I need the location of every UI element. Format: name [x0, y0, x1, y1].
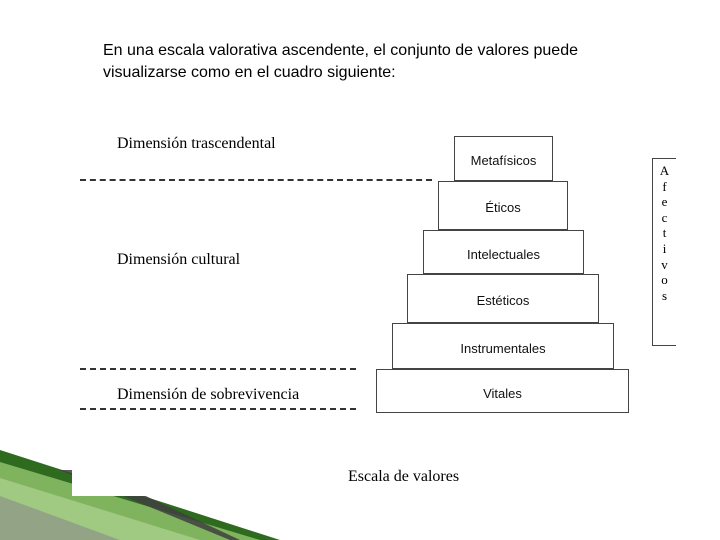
afectivos-letter: A: [659, 163, 670, 178]
pyramid-level-vitales: [376, 369, 629, 413]
separator-top: [80, 179, 432, 181]
afectivos-letter: s: [661, 287, 668, 303]
pyramid-level-label: Éticos: [485, 200, 521, 215]
pyramid-level-eticos: [438, 181, 568, 230]
afectivos-bracket: [652, 158, 676, 346]
intro-line-1: En una escala valorativa ascendente, el conjunto de valores puede: [103, 42, 578, 59]
pyramid-level-label: Metafísicos: [470, 153, 537, 168]
afectivos-letter: c: [661, 209, 668, 225]
afectivos-letter: v: [661, 256, 668, 272]
intro-line-2: visualizarse como en el cuadro siguiente:: [103, 64, 396, 81]
afectivos-letter: e: [661, 194, 668, 210]
dimension-cultural: Dimensión cultural: [117, 251, 241, 268]
afectivos-letter: t: [662, 225, 667, 241]
pyramid-level-label: Estéticos: [476, 293, 530, 308]
separator-bottom: [80, 408, 356, 410]
pyramid-level-label: Intelectuales: [467, 246, 540, 262]
pyramid-level-label: Instrumentales: [460, 340, 546, 356]
afectivos-letter: i: [662, 240, 667, 256]
scale-title: Escala de valores: [348, 468, 460, 485]
afectivos-letter: o: [661, 272, 668, 288]
pyramid-level-esteticos: [407, 274, 599, 323]
intro-text: [103, 40, 663, 84]
separator-middle: [80, 368, 356, 370]
dimension-trascendental: Dimensión trascendental: [117, 135, 276, 152]
pyramid-level-instrumentales: [392, 323, 614, 369]
afectivos-letter: f: [662, 178, 667, 194]
pyramid-level-intelectuales: [423, 230, 584, 274]
pyramid-level-label: Vitales: [483, 385, 522, 401]
dimension-sobrevivencia: Dimensión de sobrevivencia: [117, 386, 300, 403]
pyramid-level-metafisicos: [454, 136, 553, 181]
